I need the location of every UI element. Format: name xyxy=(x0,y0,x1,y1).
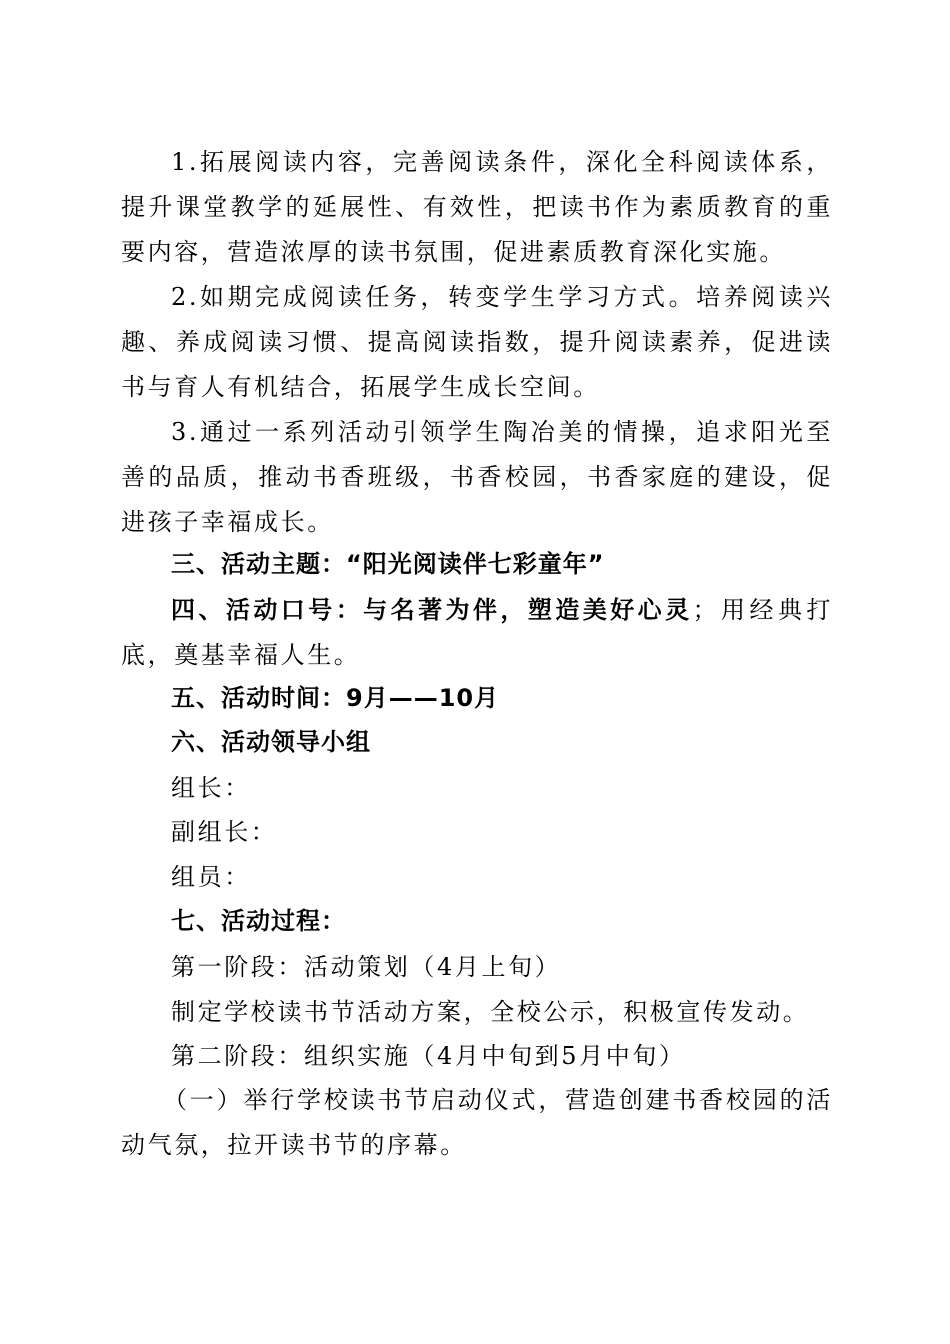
leader-label: 组长： xyxy=(171,774,251,802)
slogan-rest: ；用经典打底，奠基幸福人生。 xyxy=(121,596,834,669)
deputy-leader-label: 副组长： xyxy=(171,818,278,846)
goal-item-1: 1.拓展阅读内容，完善阅读条件，深化全科阅读体系，提升课堂教学的延展性、有效性，把读书作为素质教育的重要内容，营造浓厚的读书氛围，促进素质教育深化实施。 xyxy=(121,148,833,266)
stage1-text: 制定学校读书节活动方案，全校公示，积极宣传发动。 xyxy=(171,998,810,1026)
goal-item-2: 2.如期完成阅读任务，转变学生学习方式。培养阅读兴趣、养成阅读习惯、提高阅读指数，提升阅读素养，促进读书与育人有机结合，拓展学生成长空间。 xyxy=(121,283,833,401)
members-label: 组员： xyxy=(171,863,251,891)
process-heading: 七、活动过程： xyxy=(171,907,346,935)
activity-slogan xyxy=(121,588,833,678)
leadership-heading: 六、活动领导小组 xyxy=(171,728,371,756)
activity-theme-heading: 三、活动主题：“阳光阅读伴七彩童年” xyxy=(171,550,605,578)
stage1-title: 第一阶段：活动策划（4月上旬） xyxy=(171,953,562,981)
stage2-item-1: （一）举行学校读书节启动仪式，营造创建书香校园的活动气氛，拉开读书节的序幕。 xyxy=(121,1086,833,1159)
activity-time-heading: 五、活动时间：9月——10月 xyxy=(171,684,500,712)
stage2-title: 第二阶段：组织实施（4月中旬到5月中旬） xyxy=(171,1042,686,1070)
slogan-label: 四、活动口号：与名著为伴，塑造美好心灵 xyxy=(171,596,693,624)
goal-item-3: 3.通过一系列活动引领学生陶冶美的情操，追求阳光至善的品质，推动书香班级，书香校园，书香家庭的建设，促进孩子幸福成长。 xyxy=(121,418,833,536)
